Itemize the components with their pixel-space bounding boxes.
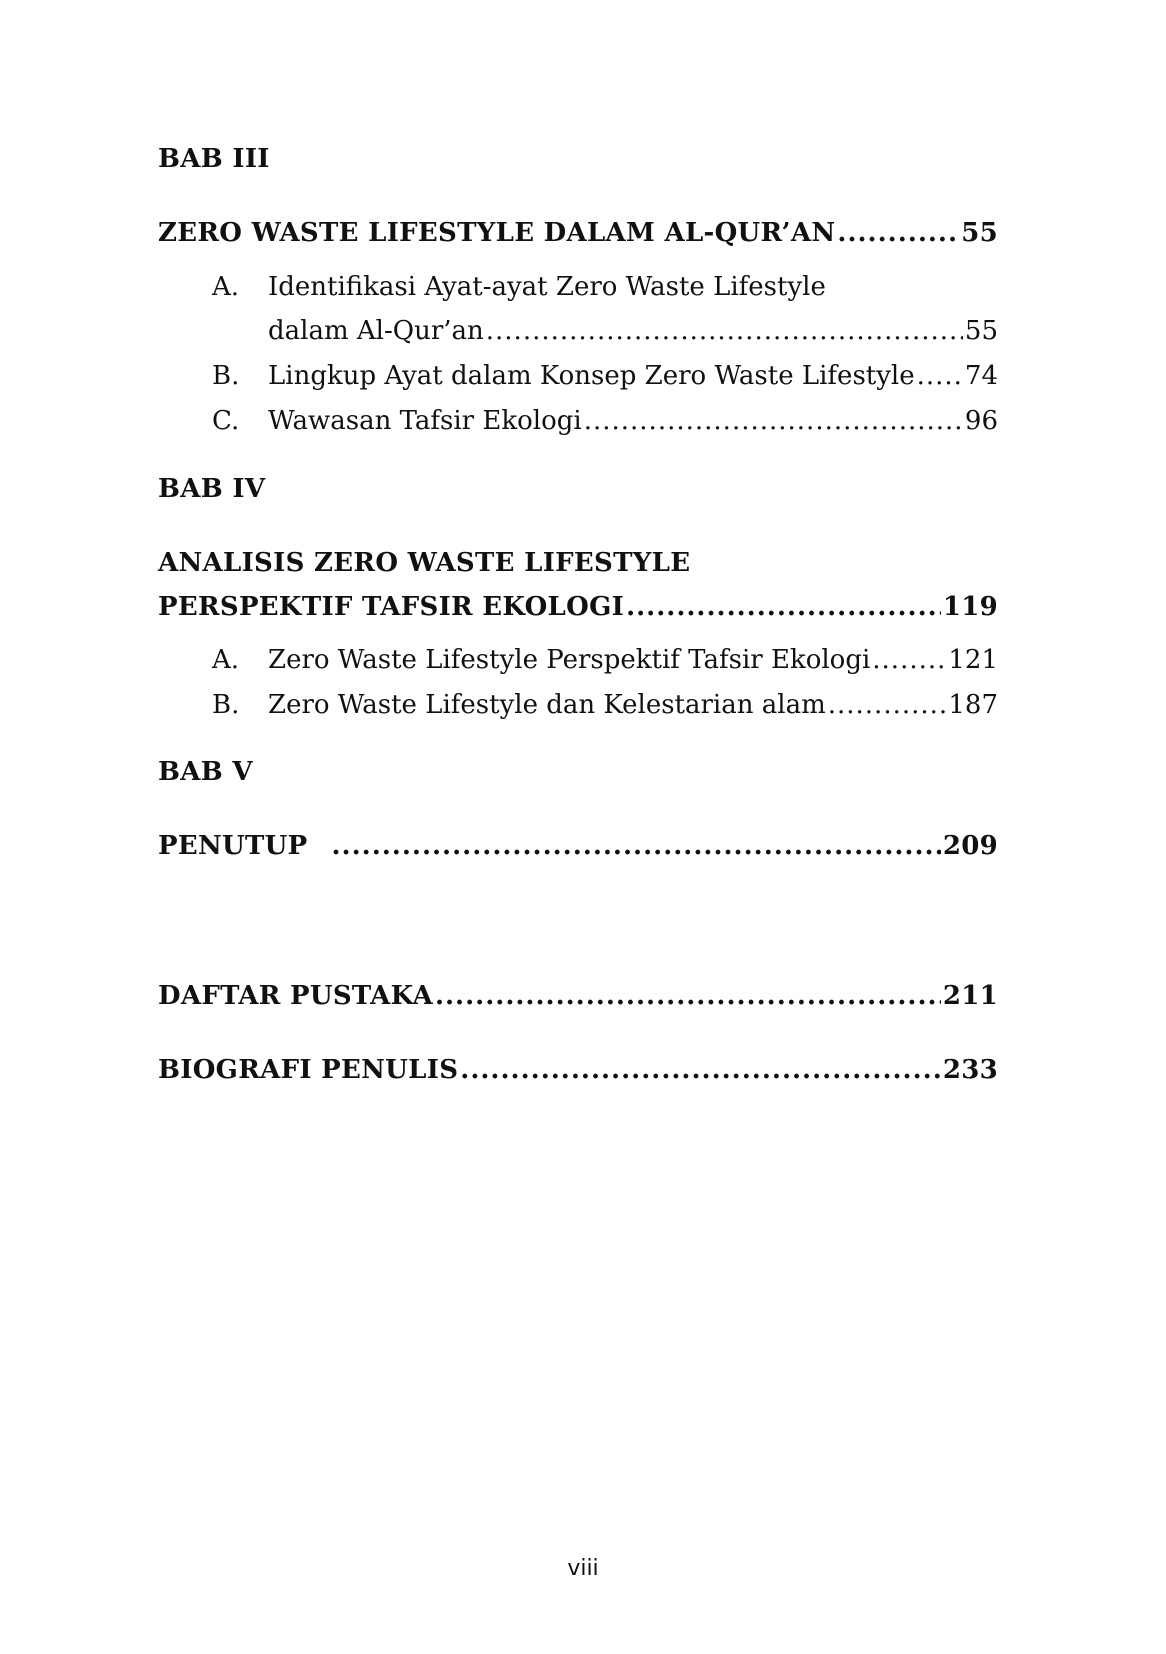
entry-letter: B. — [212, 361, 240, 391]
toc-entry-bab3-b[interactable] — [212, 361, 998, 391]
entry-label: Zero Waste Lifestyle Perspektif Tafsir Ekologi — [268, 645, 871, 675]
toc-entry-bab4-b[interactable] — [212, 690, 998, 720]
entry-label: dalam Al-Qur’an — [268, 316, 484, 346]
entry-page: 119 — [942, 592, 998, 622]
entry-page: 209 — [942, 831, 998, 861]
dot-leader — [917, 361, 963, 391]
entry-page: 55 — [961, 218, 998, 248]
bab3-heading: BAB III — [158, 144, 270, 174]
dot-leader — [584, 406, 963, 436]
entry-label: PENUTUP — [158, 831, 308, 861]
bab5-heading: BAB V — [158, 757, 253, 787]
toc-entry-bab3-a-line1: Identifikasi Ayat-ayat Zero Waste Lifestyle — [268, 272, 826, 302]
entry-label: Wawasan Tafsir Ekologi — [268, 406, 582, 436]
dot-leader — [460, 1055, 941, 1085]
dot-leader — [828, 690, 947, 720]
entry-letter: C. — [212, 406, 240, 436]
toc-entry-bab5-title[interactable] — [158, 831, 998, 861]
toc-entry-bab3-c[interactable] — [212, 406, 998, 436]
entry-letter: A. — [212, 645, 240, 675]
toc-entry-daftar-pustaka[interactable] — [158, 981, 998, 1011]
entry-page: 187 — [948, 690, 998, 720]
entry-page: 96 — [964, 406, 998, 436]
dot-leader — [872, 645, 946, 675]
entry-label: Lingkup Ayat dalam Konsep Zero Waste Lifestyle — [268, 361, 915, 391]
dot-leader — [331, 831, 940, 861]
toc-entry-bab4-title[interactable] — [158, 592, 998, 622]
dot-leader — [837, 218, 959, 248]
toc-entry-bab3-a[interactable] — [212, 316, 998, 346]
entry-page: 121 — [948, 645, 998, 675]
entry-label: Zero Waste Lifestyle dan Kelestarian alam — [268, 690, 826, 720]
dot-leader — [435, 981, 941, 1011]
entry-label: BIOGRAFI PENULIS — [158, 1055, 459, 1085]
entry-label: ZERO WASTE LIFESTYLE DALAM AL-QUR’AN — [158, 218, 836, 248]
page-number: viii — [567, 1556, 599, 1581]
entry-label: DAFTAR PUSTAKA — [158, 981, 433, 1011]
entry-letter: A. — [212, 272, 240, 302]
bab4-title-line1: ANALISIS ZERO WASTE LIFESTYLE — [158, 548, 691, 578]
dot-leader — [626, 592, 941, 622]
toc-entry-biografi[interactable] — [158, 1055, 998, 1085]
entry-page: 211 — [942, 981, 998, 1011]
entry-page: 55 — [964, 316, 998, 346]
bab4-heading: BAB IV — [158, 474, 266, 504]
entry-letter: B. — [212, 690, 240, 720]
entry-page: 74 — [964, 361, 998, 391]
entry-page: 233 — [942, 1055, 998, 1085]
toc-entry-bab4-a[interactable] — [212, 645, 998, 675]
entry-label: PERSPEKTIF TAFSIR EKOLOGI — [158, 592, 625, 622]
dot-leader — [486, 316, 963, 346]
toc-entry-bab3-title[interactable] — [158, 218, 998, 248]
